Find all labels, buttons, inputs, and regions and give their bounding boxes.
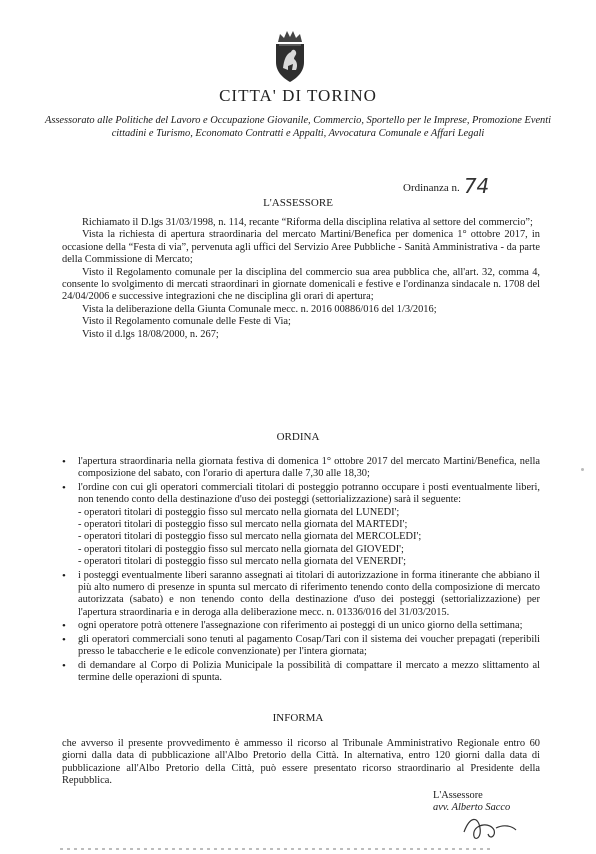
list-item (62, 482, 540, 569)
bullet-icon: • (62, 481, 66, 494)
premise-paragraph: Visto il d.lgs 18/08/2000, n. 267; (82, 328, 219, 340)
handwritten-signature-icon (460, 810, 520, 846)
list-item (62, 620, 540, 632)
signer-name: avv. Alberto Sacco (433, 802, 511, 814)
ordinanza-label: Ordinanza n. (403, 182, 460, 194)
order-text: di demandare al Corpo di Polizia Municipale la possibilità di compattare il mercato a mezzo slittamento al termine delle operazioni di spunta. (78, 659, 540, 683)
order-text: ogni operatore potrà ottenere l'assegnazione con riferimento ai posteggi di un unico giorno della settimana; (78, 620, 523, 632)
premise-paragraph: Richiamato il D.lgs 31/03/1998, n. 114, recante “Riforma della disciplina relativa al settore del commercio”; (82, 217, 533, 228)
assessore-heading: L'ASSESSORE (263, 197, 333, 209)
signer-role: L'Assessore (433, 790, 483, 801)
sub-list-item: - operatori titolari di posteggio fisso sul mercato nella giornata del LUNEDI'; (78, 506, 400, 518)
list-item (62, 570, 540, 620)
bullet-icon: • (62, 569, 66, 582)
scan-speck (581, 468, 584, 471)
informa-heading: INFORMA (272, 712, 324, 724)
torino-coat-of-arms-icon (270, 28, 310, 84)
orders-list (62, 456, 540, 685)
premise-paragraph: Visto il Regolamento comunale delle Feste di Via; (82, 316, 291, 328)
order-text: gli operatori commerciali sono tenuti al pagamento Cosap/Tari con il sistema dei voucher prepagati (reperibili presso le tabaccherie e le edicole convenzionate) per l'intera giornata; (78, 633, 540, 658)
list-item (62, 456, 540, 481)
bullet-icon: • (62, 456, 66, 468)
scan-artifact-line (60, 848, 490, 850)
informa-paragraph: che avverso il presente provvedimento è ammesso il ricorso al Tribunale Amministrativo Regionale entro 60 giorni dalla data di pubblicazione all'Albo Pretorio della Città. In alternativa, entro 120 giorni dalla data di pubblicazione all'Albo Pretorio della Città, può essere presentato ricorso straordinario al Presidente della Repubblica. (62, 738, 540, 787)
order-text: l'ordine con cui gli operatori commerciali titolari di posteggio potranno occupare i posti eventualmente liberi, non tenendo conto della destinazione d'uso dei posteggi (settorializzazione) sarà il seguente: (78, 481, 540, 506)
ordina-heading: ORDINA (276, 431, 320, 443)
premise-paragraph: Visto il Regolamento comunale per la disciplina del commercio sua area pubblica che, all'art. 32, comma 4, consente lo svolgimento di mercati straordinari in giornate domenicali e festive e l'ordinanza sindacale n. 1708 del 24/04/2006 e successive integrazioni che ne disciplina gli orari di apertura; (62, 266, 540, 303)
ordinanza-handwritten-number: 74 (463, 174, 490, 198)
order-text: i posteggi eventualmente liberi saranno assegnati ai titolari di autorizzazione in forma itinerante che abbiano il più alto numero di presenze in spunta sul mercato di riferimento tenendo conto della composizione di mercato autorizzata (sabato) e non tenendo conto della destinazione d'uso dei posteggi (settorializzazione) per l'apertura straordinaria e in deroga alla deliberazione mecc. n. 01336/016 del 31/03/2015. (78, 569, 540, 618)
ordinanza-number (403, 172, 489, 196)
list-item (62, 634, 540, 659)
city-name: CITTA' DI TORINO (219, 86, 377, 105)
sub-list-item: - operatori titolari di posteggio fisso sul mercato nella giornata del MERCOLEDI'; (78, 531, 422, 543)
bullet-icon: • (62, 633, 66, 646)
sub-list-item: - operatori titolari di posteggio fisso sul mercato nella giornata del MARTEDI'; (78, 519, 408, 531)
premises-section (62, 217, 540, 341)
bullet-icon: • (62, 659, 66, 672)
premise-paragraph: Vista la deliberazione della Giunta Comunale mecc. n. 2016 00886/016 del 1/3/2016; (82, 303, 437, 315)
bullet-icon: • (62, 620, 66, 633)
order-text: l'apertura straordinaria nella giornata festiva di domenica 1° ottobre 2017 del mercato Martini/Benefica, nella composizione del sabato, con l'orario di apertura dalle 7,30 alle 18,30; (78, 456, 540, 480)
sub-list-item: - operatori titolari di posteggio fisso sul mercato nella giornata del GIOVEDI'; (78, 543, 404, 555)
department-name: Assessorato alle Politiche del Lavoro e Occupazione Giovanile, Commercio, Sportello per le Imprese, Promozione Eventi cittadini e Turismo, Economato Contratti e Appalti, Avvocatura Comunale e Affari Legali (44, 115, 552, 139)
sub-list-item: - operatori titolari di posteggio fisso sul mercato nella giornata del VENERDI'; (78, 556, 407, 568)
list-item (62, 660, 540, 685)
premise-paragraph: Vista la richiesta di apertura straordinaria del mercato Martini/Benefica per domenica 1° ottobre 2017, in occasione della “Festa di via”, pervenuta agli uffici del Servizio Aree Pubbliche - Sanità Amministrativa - da parte della Commissione di Mercato; (62, 229, 540, 266)
